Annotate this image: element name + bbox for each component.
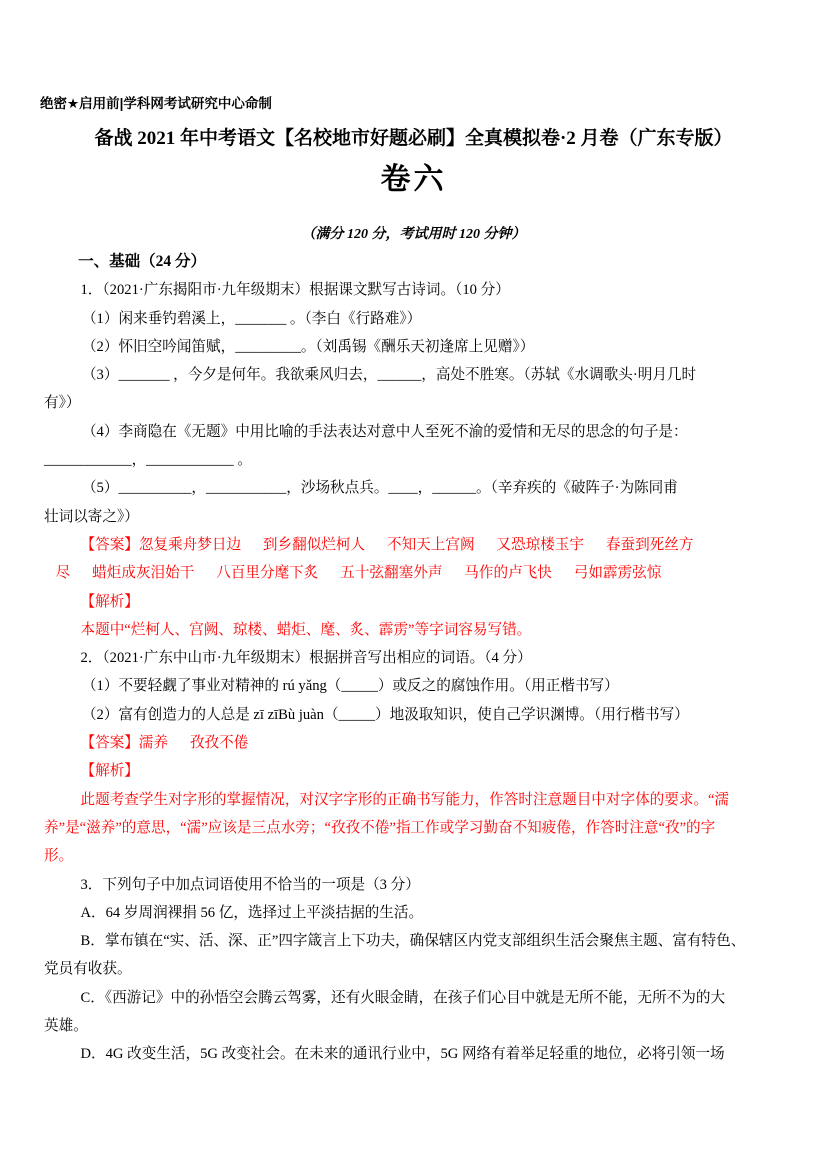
text-line: 壮词以寄之》） (44, 508, 139, 525)
text-line: （3）_______ ，今夕是何年。我欲乘风归去，______，高处不胜寒。（苏轼《水调歌头·明月几时 (81, 367, 697, 384)
text-line: B．掌布镇在“实、活、深、正”四字箴言上下功夫，确保辖区内党支部组织生活会聚焦主题、富有特色、 (80, 933, 746, 950)
text-line: ____________，____________ 。 (44, 452, 252, 469)
text-line: （1）闲来垂钓碧溪上，_______ 。（李白《行路难》） (81, 310, 422, 327)
text-line: （5）__________，___________，沙场秋点兵。____，______。（辛弃疾的《破阵子·为陈同甫 (81, 480, 678, 497)
volume-heading: 卷六 (380, 163, 447, 196)
text-line: （4）李商隐在《无题》中用比喻的手法表达对意中人至死不渝的爱情和无尽的思念的句子是： (81, 423, 688, 440)
text-line: （2）富有创造力的人总是 zī zīBù juàn（_____）地汲取知识，使自己学识渊博。（用行楷书写） (81, 706, 689, 723)
text-line: 尽 蜡炬成灰泪始干 八百里分麾下炙 五十弦翻塞外声 马作的卢飞快 弓如霹雳弦惊 (55, 565, 662, 582)
text-line: A．64 岁周润裸捐 56 亿，选择过上平淡拮据的生活。 (80, 904, 424, 921)
exam-title: 备战 2021 年中考语文【名校地市好题必刷】全真模拟卷·2 月卷（广东专版） (94, 128, 733, 149)
text-line: 【答案】濡养 孜孜不倦 (80, 735, 249, 752)
text-line: 英雄。 (44, 1018, 88, 1035)
text-line: （2）怀旧空吟闻笛赋，_________。（刘禹锡《酬乐天初逢席上见赠》） (81, 338, 535, 355)
text-line: 【答案】忽复乘舟梦日边 到乡翻似烂柯人 不知天上宫阙 又恐琼楼玉宇 春蚕到死丝方 (80, 536, 694, 553)
text-line: （1）不要轻觑了事业对精神的 rú yǎng（_____）或反之的腐蚀作用。（用正楷书写） (81, 678, 619, 695)
security-notice: 绝密★启用前|学科网考试研究中心命制 (40, 96, 272, 111)
text-line: 3．下列句子中加点词语使用不恰当的一项是（3 分） (80, 876, 420, 893)
text-line: 养”是“滋养”的意思，“濡”应该是三点水旁；“孜孜不倦”指工作或学习勤奋不知疲倦，作答时注意“孜”的字 (44, 819, 716, 836)
text-line: D．4G 改变生活，5G 改变社会。在未来的通讯行业中，5G 网络有着举足轻重的地位，必将引领一场 (80, 1046, 725, 1063)
text-line: 【解析】 (80, 763, 139, 780)
text-line: C．《西游记》中的孙悟空会腾云驾雾，还有火眼金睛，在孩子们心目中就是无所不能，无所不为的大 (80, 989, 726, 1006)
text-line: 1．（2021·广东揭阳市·九年级期末）根据课文默写古诗词。（10 分） (80, 282, 510, 299)
text-line: 【解析】 (80, 593, 139, 610)
exam-info-line: （满分 120 分，考试用时 120 分钟） (301, 227, 526, 242)
document-body (44, 248, 800, 1069)
text-line: 党员有收获。 (44, 961, 132, 978)
text-line: 形。 (44, 848, 74, 865)
text-line: 本题中“烂柯人、宫阙、琼楼、蜡炬、麾、炙、霹雳”等字词容易写错。 (80, 621, 532, 638)
text-line: 2．（2021·广东中山市·九年级期末）根据拼音写出相应的词语。（4 分） (80, 650, 532, 667)
text-line: 一、基础（24 分） (78, 253, 206, 270)
text-line: 此题考查学生对字形的掌握情况，对汉字字形的正确书写能力，作答时注意题目中对字体的要求。“濡 (80, 791, 730, 808)
text-line: 有》） (44, 395, 81, 412)
